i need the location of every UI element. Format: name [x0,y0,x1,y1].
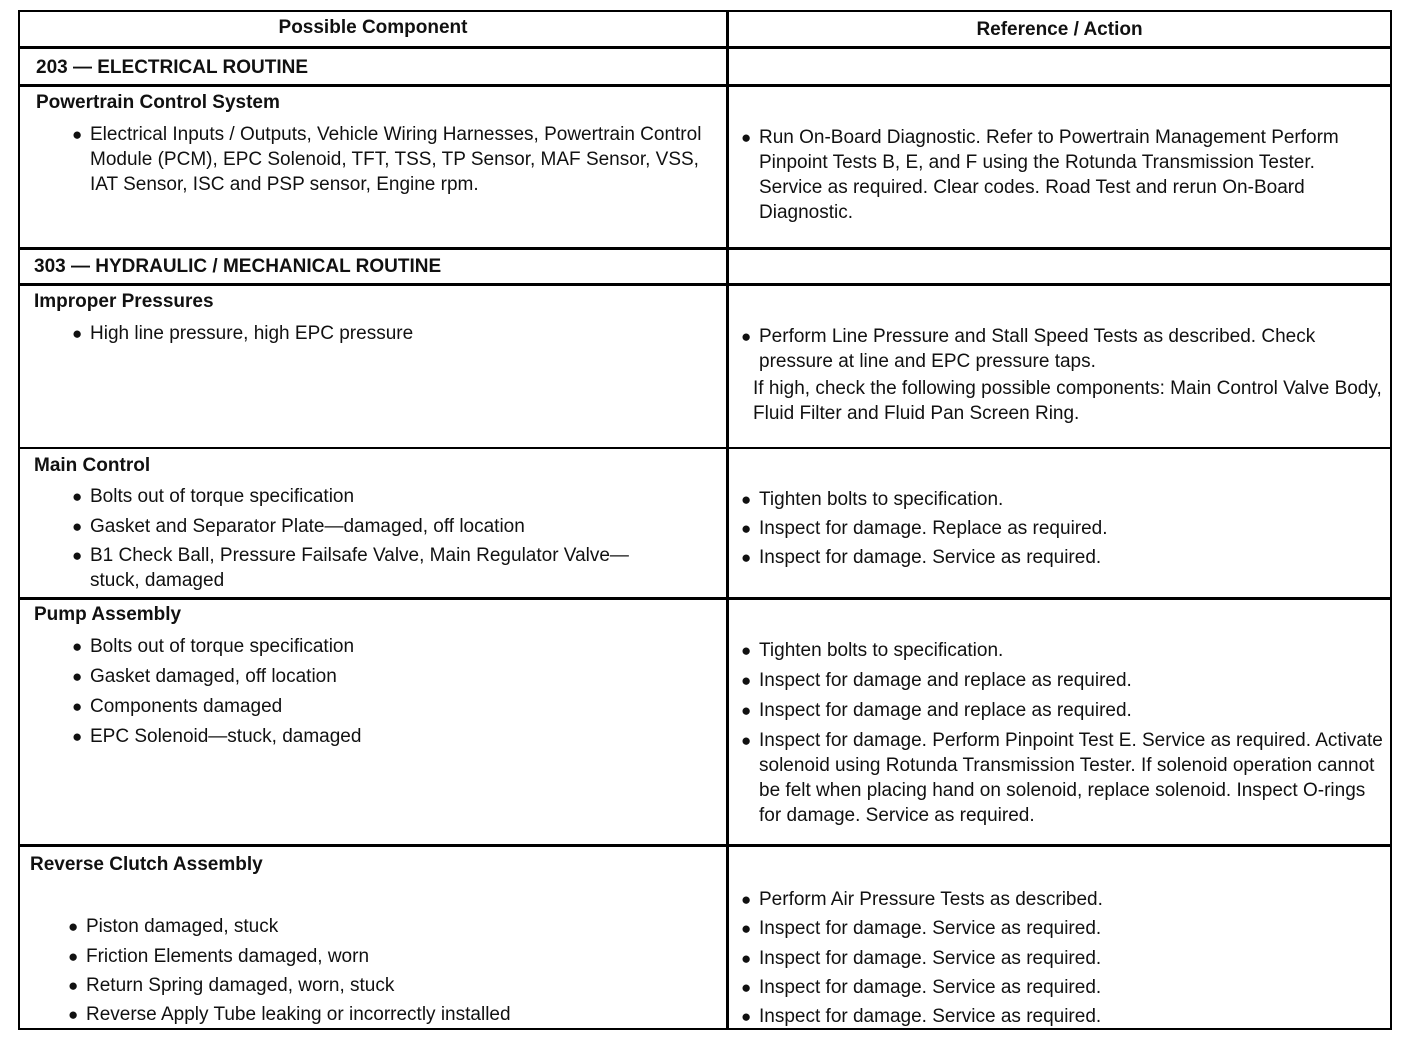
main-control-action: ● Inspect for damage. Replace as required. [741,518,1108,539]
bullet-icon: ● [741,919,752,938]
bullet-icon: ● [741,949,752,968]
header-reference-action: Reference / Action [976,19,1143,40]
reverse-item: ● Piston damaged, stuck [68,916,279,937]
powertrain-row [20,84,1390,247]
improper-action-1: ● Perform Line Pressure and Stall Speed Tests as described. Check pressure at line and EPC pressure taps. [741,326,1316,372]
bullet-icon: ● [72,324,83,343]
main-control-row [20,447,1390,597]
pump-action: ● Inspect for damage. Perform Pinpoint Test E. Service as required. Activate solenoid using Rotunda Transmission Tester. If solenoid operation cannot be felt when placing hand on solenoid, replace solenoid. Inspect O-rings for damage. Service as required. [741,730,1383,826]
improper-pressures-title: Improper Pressures [34,291,214,312]
bullet-icon: ● [741,490,752,509]
diagnostic-table [18,10,1392,1030]
bullet-icon: ● [741,327,752,346]
reverse-action: ● Inspect for damage. Service as required. [741,977,1102,998]
bullet-icon: ● [741,519,752,538]
bullet-icon: ● [72,727,83,746]
bullet-icon: ● [741,701,752,720]
bullet-icon: ● [68,1005,79,1024]
pump-item: ● Gasket damaged, off location [72,666,337,687]
reverse-item: ● Friction Elements damaged, worn [68,946,370,967]
main-control-item: ● Gasket and Separator Plate—damaged, off location [72,516,525,537]
pump-action: ● Tighten bolts to specification. [741,640,1004,661]
bullet-icon: ● [741,548,752,567]
bullet-icon: ● [72,697,83,716]
reverse-clutch-row [20,844,1390,1030]
routine-303-title: 303 — HYDRAULIC / MECHANICAL ROUTINE [34,256,442,277]
bullet-icon: ● [72,517,83,536]
pump-item: ● Bolts out of torque specification [72,636,355,657]
bullet-icon: ● [72,487,83,506]
improper-action-2: If high, check the following possible components: Main Control Valve Body, Fluid Filter and Fluid Pan Screen Ring. [753,378,1382,424]
bullet-icon: ● [741,1007,752,1026]
routine-303-row [20,247,1390,283]
pump-item: ● Components damaged [72,696,283,717]
reverse-clutch-title: Reverse Clutch Assembly [30,854,263,875]
bullet-icon: ● [741,641,752,660]
main-control-item: ● Bolts out of torque specification [72,486,355,507]
reverse-item: ● Reverse Apply Tube leaking or incorrectly installed [68,1004,511,1025]
pump-action: ● Inspect for damage and replace as required. [741,700,1132,721]
pump-assembly-title: Pump Assembly [34,604,182,625]
powertrain-action: ● Run On-Board Diagnostic. Refer to Powertrain Management Perform Pinpoint Tests B, E, and F using the Rotunda Transmission Tester. Service as required. Clear codes. Road Test and rerun On-Board Diagnostic. [741,127,1339,223]
powertrain-title: Powertrain Control System [36,92,280,113]
bullet-icon: ● [68,917,79,936]
bullet-icon: ● [741,671,752,690]
reverse-action: ● Perform Air Pressure Tests as described. [741,889,1103,910]
pump-action: ● Inspect for damage and replace as required. [741,670,1132,691]
bullet-icon: ● [72,125,83,144]
bullet-icon: ● [72,546,83,565]
header-row [20,12,1390,46]
routine-203-title: 203 — ELECTRICAL ROUTINE [36,57,309,78]
bullet-icon: ● [72,667,83,686]
reverse-action: ● Inspect for damage. Service as required. [741,918,1102,939]
bullet-icon: ● [741,890,752,909]
reverse-action: ● Inspect for damage. Service as required. [741,948,1102,969]
reverse-item: ● Return Spring damaged, worn, stuck [68,975,395,996]
routine-203-row [20,46,1390,84]
improper-pressures-row [20,283,1390,447]
bullet-icon: ● [741,978,752,997]
bullet-icon: ● [72,637,83,656]
powertrain-component: ● Electrical Inputs / Outputs, Vehicle Wiring Harnesses, Powertrain Control Module (PCM), EPC Solenoid, TFT, TSS, TP Sensor, MAF Sensor, VSS, IAT Sensor, ISC and PSP sensor, Engine rpm. [72,124,702,195]
pump-assembly-row [20,597,1390,844]
bullet-icon: ● [68,947,79,966]
pump-item: ● EPC Solenoid—stuck, damaged [72,726,362,747]
main-control-action: ● Tighten bolts to specification. [741,489,1004,510]
bullet-icon: ● [68,976,79,995]
bullet-icon: ● [741,128,752,147]
reverse-action: ● Inspect for damage. Service as required. [741,1006,1102,1027]
main-control-item: ● B1 Check Ball, Pressure Failsafe Valve, Main Regulator Valve—stuck, damaged [72,545,629,591]
main-control-action: ● Inspect for damage. Service as required. [741,547,1102,568]
header-possible-component: Possible Component [278,17,468,38]
bullet-icon: ● [741,731,752,750]
main-control-title: Main Control [34,455,151,476]
improper-pressures-component: ● High line pressure, high EPC pressure [72,323,414,344]
